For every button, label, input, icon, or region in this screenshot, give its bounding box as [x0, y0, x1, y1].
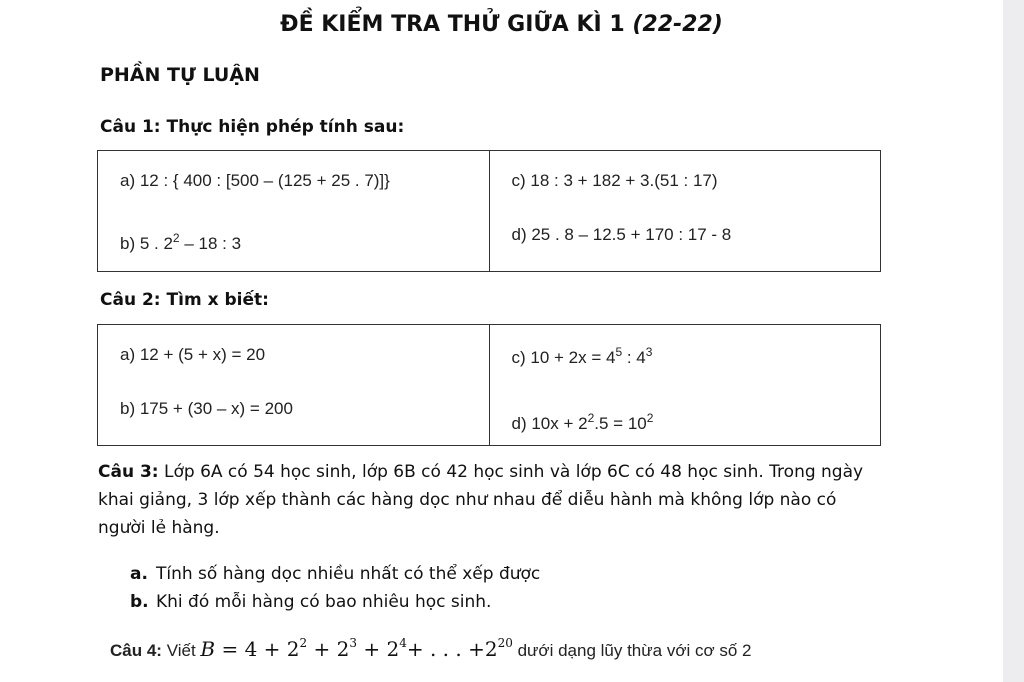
q2-right-cell	[489, 325, 881, 446]
q4-formula: $B = 4 + 2^2 + 2^3 + 2^4+$ . . . $+2^{20}$	[200, 636, 513, 661]
page-margin	[1003, 0, 1024, 682]
q1-right-cell	[489, 151, 881, 272]
question-3-text: Câu 3: Lớp 6A có 54 học sinh, lớp 6B có 42 học sinh và lớp 6C có 48 học sinh. Trong ngày khai giảng, 3 lớp xếp thành các hàng dọc như nhau để diễu hành mà không lớp nào có người lẻ hàng.	[98, 462, 864, 538]
question-2-heading: Câu 2: Tìm x biết:	[100, 290, 269, 310]
q1-left-cell	[98, 151, 490, 272]
q2-item-c: c) $10 + 2x = 4^5$ : $4^3$	[511, 345, 653, 367]
q1-item-d: d) 25 . 8 – 12.5 + 170 : 17 - 8	[511, 225, 732, 244]
question-4-label: Câu 4:	[110, 641, 162, 660]
q2-left-cell	[98, 325, 490, 446]
q2-item-a: a) 12 + (5 + x) = 20	[120, 345, 266, 364]
q2-item-d: d) $10x + 2^2.5 = 10^2$	[511, 411, 654, 433]
exam-title-text: ĐỀ KIỂM TRA THỬ GIỮA KÌ 1	[280, 12, 625, 37]
question-3-label: Câu 3:	[98, 462, 159, 482]
question-1-table	[97, 150, 881, 272]
exam-title-year: (22-22)	[632, 12, 723, 37]
q3-subitem-b: b. Khi đó mỗi hàng có bao nhiêu học sinh.	[130, 592, 492, 612]
exam-title	[0, 12, 1003, 37]
q2-item-b: b) 175 + (30 – x) = 200	[120, 399, 293, 418]
q1-item-a: a) 12 : { 400 : [500 – (125 + 25 . 7)]}	[120, 171, 390, 190]
q3-subitem-a: a. Tính số hàng dọc nhiều nhất có thể xếp được	[130, 564, 541, 584]
q1-item-b: b) 5 . $2^2 - 18$ : 3	[120, 231, 242, 253]
question-2-table	[97, 324, 881, 446]
section-heading: PHẦN TỰ LUẬN	[100, 64, 260, 86]
question-4-text: Câu 4: Viết $B = 4 + 2^2 + 2^3 + 2^4+$ . . . $+2^{20}$ dưới dạng lũy thừa với cơ số 2	[110, 636, 752, 661]
question-1-heading: Câu 1: Thực hiện phép tính sau:	[100, 117, 405, 137]
q1-item-c: c) 18 : 3 + 182 + 3.(51 : 17)	[511, 171, 718, 190]
